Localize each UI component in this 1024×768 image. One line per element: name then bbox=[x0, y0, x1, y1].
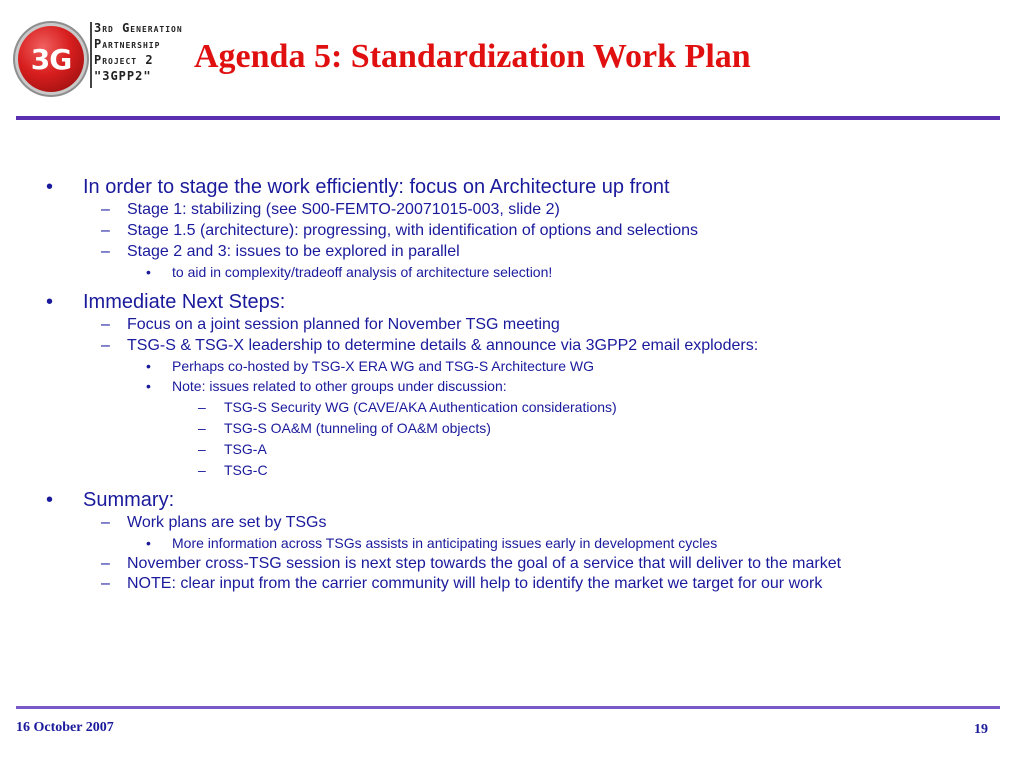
bullet-item bbox=[0, 488, 1024, 512]
logo-line: "3GPP2" bbox=[94, 69, 152, 83]
bullet-text: TSG-S OA&M (tunneling of OA&M objects) bbox=[224, 420, 491, 436]
bullet-marker: • bbox=[146, 358, 151, 374]
bullet-text: NOTE: clear input from the carrier community will help to identify the market we target for our work bbox=[127, 575, 823, 592]
bullet-text: Focus on a joint session planned for November TSG meeting bbox=[127, 316, 560, 333]
logo-text bbox=[94, 20, 183, 84]
bullet-item bbox=[0, 290, 1024, 314]
bullet-item bbox=[0, 175, 1024, 199]
sub-bullet-item bbox=[0, 221, 1024, 241]
bullet-marker: • bbox=[46, 176, 54, 198]
sub-sub-bullet-item bbox=[0, 263, 1024, 282]
page-number: 19 bbox=[974, 722, 988, 737]
bullet-text: November cross-TSG session is next step towards the goal of a service that will deliver to the market bbox=[127, 555, 842, 572]
bullet-marker: • bbox=[146, 378, 151, 394]
dash-marker: – bbox=[101, 514, 110, 531]
bullet-text: Work plans are set by TSGs bbox=[127, 514, 327, 531]
bullet-text: Note: issues related to other groups under discussion: bbox=[172, 378, 507, 394]
bullet-text: Stage 2 and 3: issues to be explored in parallel bbox=[127, 243, 460, 260]
bullet-text: Perhaps co-hosted by TSG-X ERA WG and TSG-S Architecture WG bbox=[172, 358, 594, 374]
dash-marker: – bbox=[198, 420, 206, 436]
level4-item bbox=[0, 460, 1024, 480]
3g-logo-icon: 3G bbox=[18, 26, 84, 92]
sub-bullet-item bbox=[0, 242, 1024, 262]
bullet-text: In order to stage the work efficiently: focus on Architecture up front bbox=[83, 176, 670, 198]
slide-title: Agenda 5: Standardization Work Plan bbox=[194, 38, 751, 75]
sub-bullet-item bbox=[0, 200, 1024, 220]
logo-line: 3rd Generation bbox=[94, 21, 183, 35]
level4-item bbox=[0, 418, 1024, 438]
bullet-text: TSG-C bbox=[224, 462, 268, 478]
bullet-text: TSG-S & TSG-X leadership to determine details & announce via 3GPP2 email exploders: bbox=[127, 337, 759, 354]
logo-divider bbox=[90, 22, 92, 88]
bullet-text: Stage 1.5 (architecture): progressing, with identification of options and selections bbox=[127, 222, 698, 239]
logo-line: Project 2 bbox=[94, 53, 154, 67]
bullet-text: to aid in complexity/tradeoff analysis of architecture selection! bbox=[172, 264, 553, 280]
footer-divider bbox=[16, 706, 1000, 709]
bullet-marker: • bbox=[46, 291, 54, 313]
sub-bullet-item bbox=[0, 574, 957, 593]
sub-sub-bullet-item bbox=[0, 357, 1024, 376]
bullet-marker: • bbox=[146, 535, 151, 551]
dash-marker: – bbox=[198, 462, 206, 478]
dash-marker: – bbox=[101, 316, 110, 333]
dash-marker: – bbox=[101, 337, 110, 354]
sub-bullet-item bbox=[0, 315, 1024, 335]
logo-line: Partnership bbox=[94, 37, 161, 51]
dash-marker: – bbox=[198, 441, 206, 457]
sub-bullet-item bbox=[0, 336, 1024, 356]
bullet-text: Stage 1: stabilizing (see S00-FEMTO-20071015-003, slide 2) bbox=[127, 201, 560, 218]
footer-date: 16 October 2007 bbox=[16, 720, 114, 735]
bullet-text: TSG-S Security WG (CAVE/AKA Authentication considerations) bbox=[224, 399, 617, 415]
level4-item bbox=[0, 397, 1024, 417]
dash-marker: – bbox=[101, 575, 110, 592]
bullet-marker: • bbox=[46, 489, 54, 511]
bullet-text: TSG-A bbox=[224, 441, 267, 457]
dash-marker: – bbox=[101, 222, 110, 239]
bullet-text: Summary: bbox=[83, 489, 175, 511]
level4-item bbox=[0, 439, 1024, 459]
dash-marker: – bbox=[101, 555, 110, 572]
slide-body bbox=[0, 172, 1024, 593]
bullet-text: Immediate Next Steps: bbox=[83, 291, 286, 313]
sub-bullet-item bbox=[0, 554, 957, 573]
sub-sub-bullet-item bbox=[0, 377, 1024, 396]
dash-marker: – bbox=[101, 243, 110, 260]
title-divider bbox=[16, 116, 1000, 120]
bullet-text: More information across TSGs assists in anticipating issues early in development cycles bbox=[172, 535, 718, 551]
sub-bullet-item bbox=[0, 513, 1024, 533]
bullet-marker: • bbox=[146, 264, 151, 280]
dash-marker: – bbox=[101, 201, 110, 218]
sub-sub-bullet-item bbox=[0, 534, 1024, 553]
dash-marker: – bbox=[198, 399, 206, 415]
